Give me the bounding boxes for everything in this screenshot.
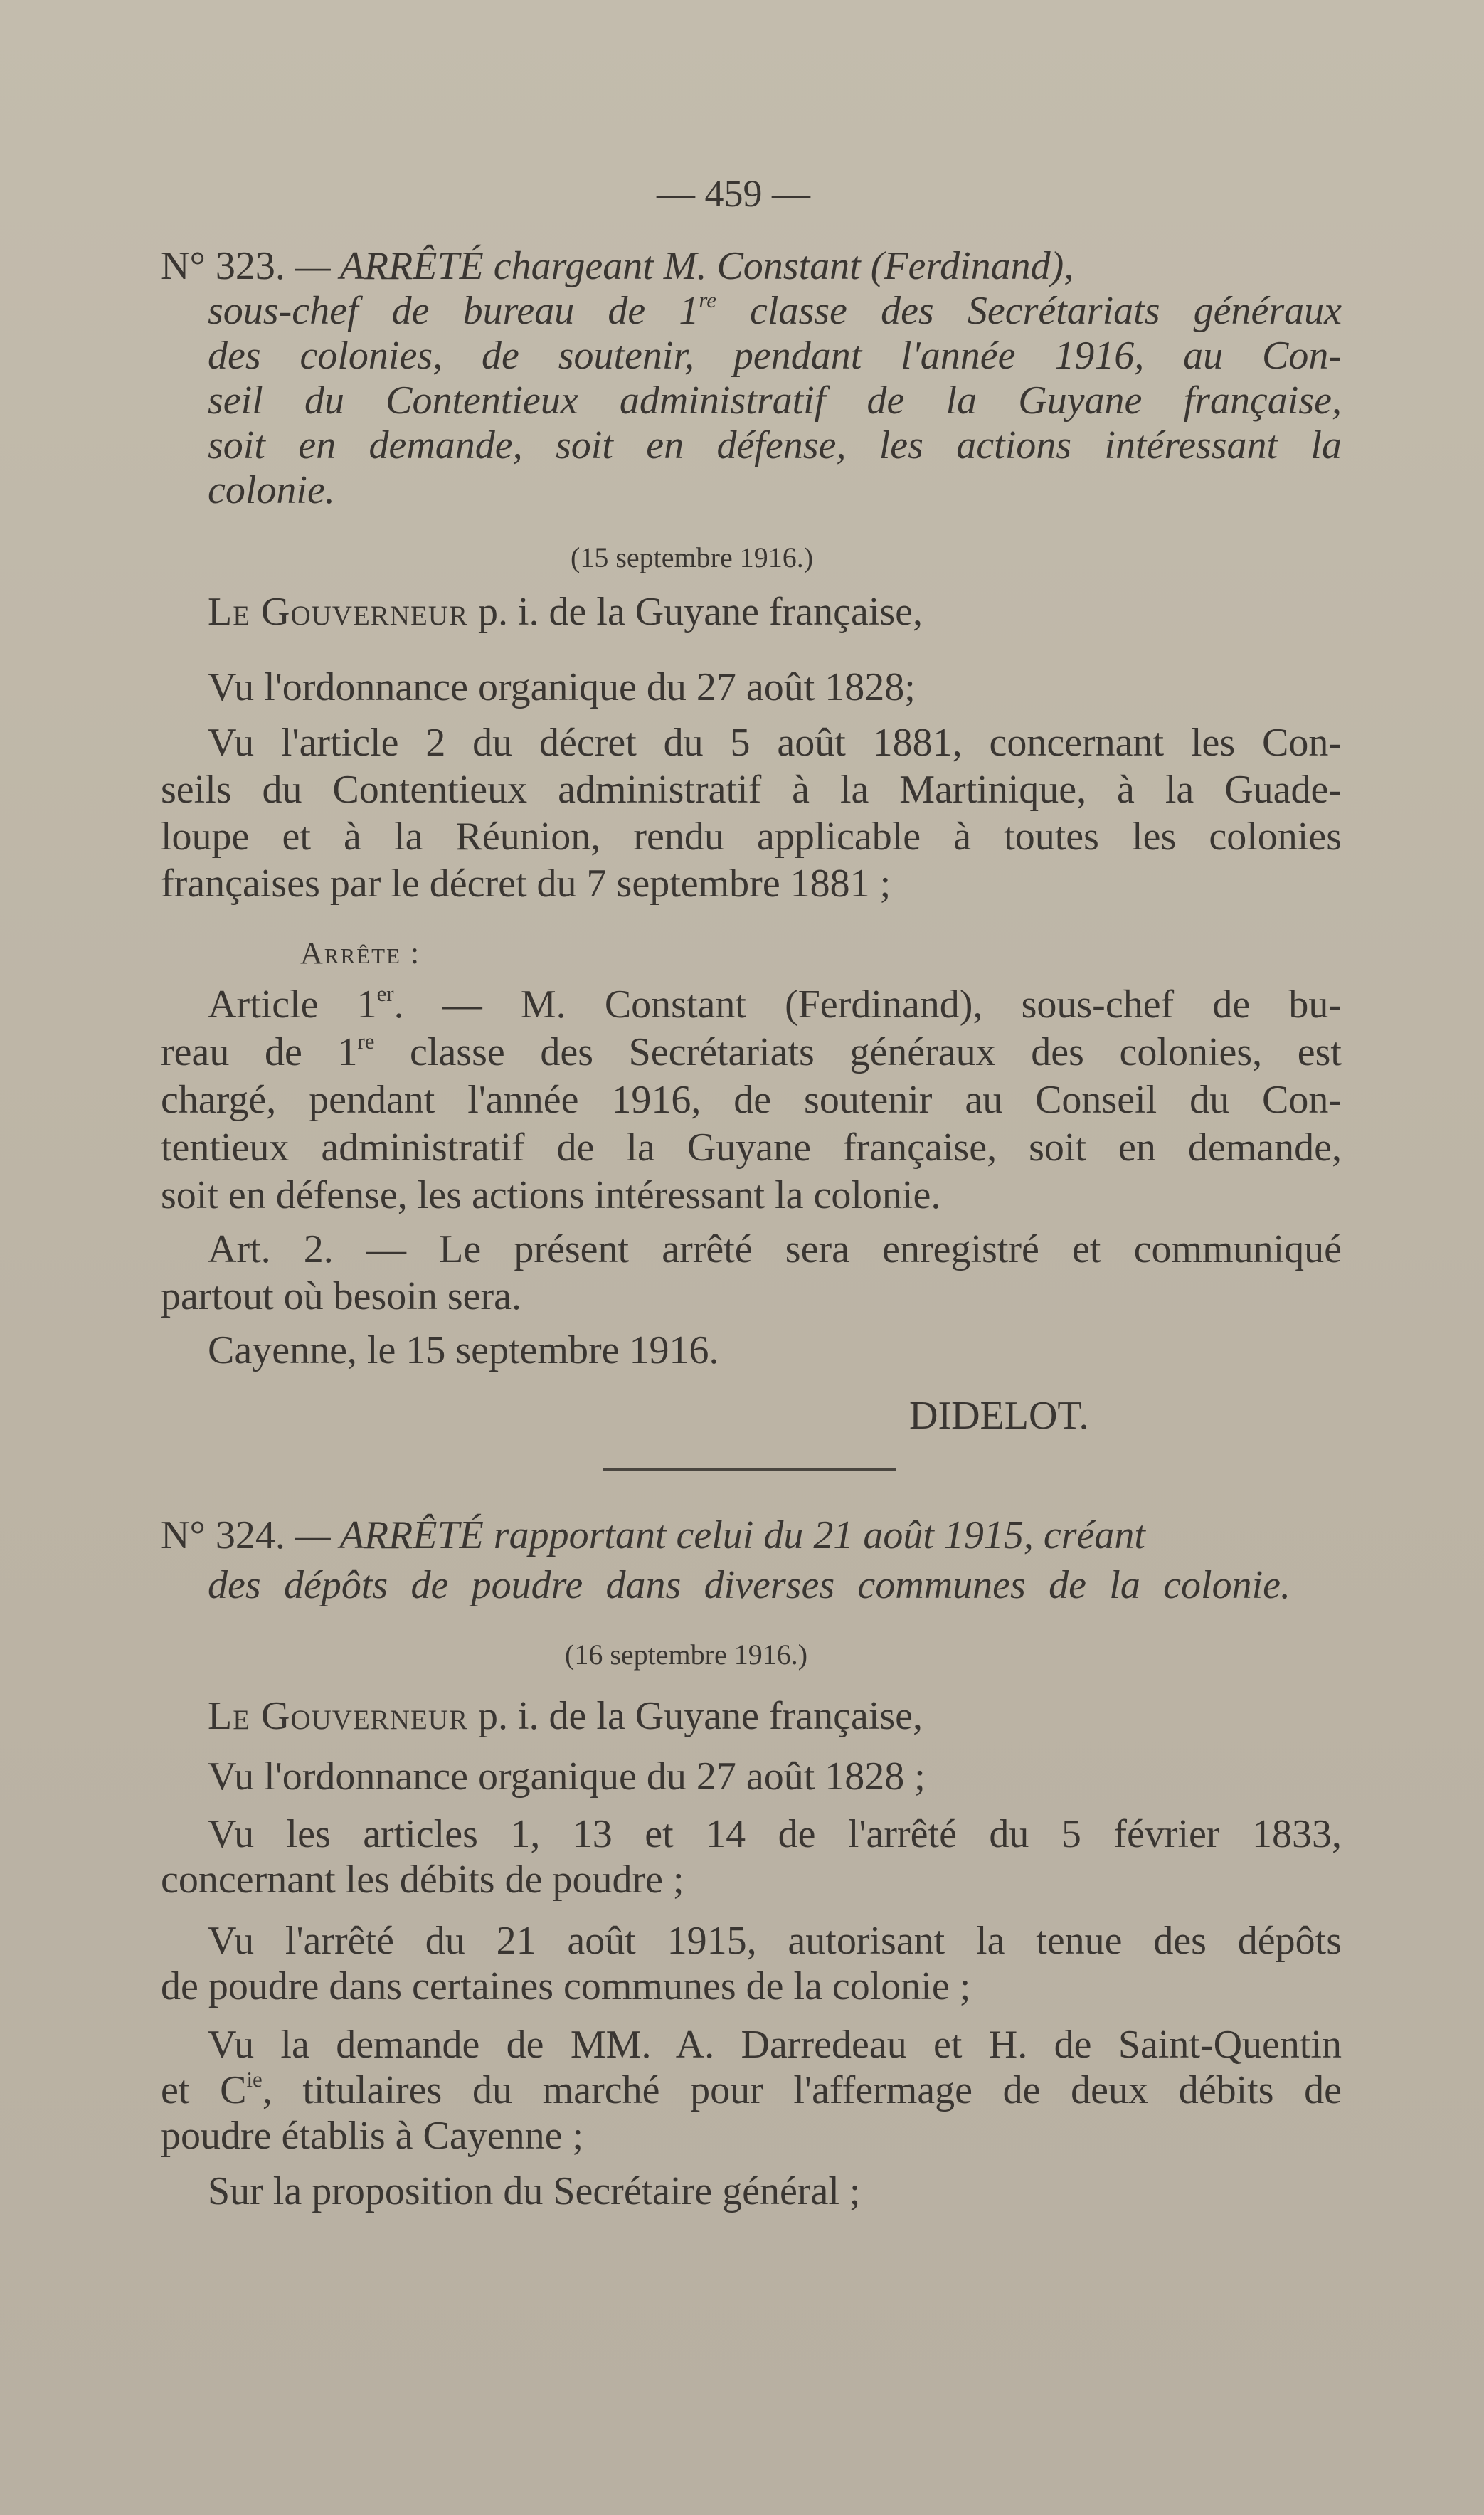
section-divider xyxy=(603,1468,896,1471)
decree-324-number: N° 324. xyxy=(161,1513,285,1557)
decree-323-consideration-2-line-1: Vu l'article 2 du décret du 5 août 1881, concernant les Con- xyxy=(208,721,1342,765)
decree-324-date: (16 septembre 1916.) xyxy=(565,1638,808,1671)
decree-324-consideration-4-line-3: poudre établis à Cayenne ; xyxy=(161,2114,584,2158)
decree-323-consideration-2-line-3: loupe et à la Réunion, rendu applicable à toutes les colonies xyxy=(161,815,1342,859)
decree-323-date: (15 septembre 1916.) xyxy=(571,541,814,573)
decree-324-authority xyxy=(208,1693,923,1739)
decree-323-title-line-4: seil du Contentieux administratif de la Guyane française, xyxy=(208,378,1342,423)
decree-323-article-1-line-2: reau de 1re classe des Secrétariats généraux des colonies, est xyxy=(161,1029,1342,1074)
decree-324-consideration-2-line-2: concernant les débits de poudre ; xyxy=(161,1858,684,1902)
decree-324-authority-rest: p. i. de la Guyane française, xyxy=(467,1694,923,1738)
decree-324-consideration-3-line-2: de poudre dans certaines communes de la colonie ; xyxy=(161,1964,971,2008)
decree-323-title-line-6: colonie. xyxy=(208,468,335,512)
decree-323-title-line-3: des colonies, de soutenir, pendant l'année 1916, au Con- xyxy=(208,334,1342,378)
decree-323-title-line-5: soit en demande, soit en défense, les actions intéressant la xyxy=(208,423,1342,467)
decree-323-authority-rest: p. i. de la Guyane française, xyxy=(467,590,923,634)
decree-323-consideration-1: Vu l'ordonnance organique du 27 août 1828; xyxy=(208,665,916,709)
decree-323-place-date: Cayenne, le 15 septembre 1916. xyxy=(208,1328,719,1372)
decree-324-title-line-1: — ARRÊTÉ rapportant celui du 21 août 1915, créant xyxy=(285,1513,1145,1557)
decree-324-heading xyxy=(161,1513,1342,1558)
decree-323-consideration-2-line-2: seils du Contentieux administratif à la Martinique, à la Guade- xyxy=(161,768,1342,812)
decree-323-article-1-line-1: Article 1er. — M. Constant (Ferdinand), sous-chef de bu- xyxy=(208,982,1342,1027)
decree-323-article-1-line-4: tentieux administratif de la Guyane française, soit en demande, xyxy=(161,1126,1342,1170)
decree-324-title-line-2: des dépôts de poudre dans diverses communes de la colonie. xyxy=(208,1563,1290,1607)
decree-323-article-2-line-1: Art. 2. — Le présent arrêté sera enregistré et communiqué xyxy=(208,1227,1342,1271)
decree-324-consideration-4-line-2: et $C^{ie}$, titulaires du marché pour l'affermage de deux débits de xyxy=(161,2067,1342,2112)
decree-324-consideration-4-line-1: Vu la demande de MM. A. Darredeau et H. de Saint-Quentin xyxy=(208,2023,1342,2067)
decree-323-authority-caps: Le Gouverneur xyxy=(208,590,468,634)
decree-324-authority-caps: Le Gouverneur xyxy=(208,1694,468,1738)
decree-323-signature: DIDELOT. xyxy=(909,1394,1089,1438)
decree-323-article-2-line-2: partout où besoin sera. xyxy=(161,1274,521,1318)
decree-324-consideration-2-line-1: Vu les articles 1, 13 et 14 de l'arrêté du 5 février 1833, xyxy=(208,1812,1342,1856)
decree-323-authority xyxy=(208,589,923,635)
decree-323-arrete-label: Arrête : xyxy=(300,936,421,970)
page-number: — 459 — xyxy=(657,172,810,215)
decree-324-consideration-5: Sur la proposition du Secrétaire général ; xyxy=(208,2169,861,2213)
decree-323-title-line-1: — ARRÊTÉ chargeant M. Constant (Ferdinand), xyxy=(285,244,1074,288)
decree-323-number: N° 323. xyxy=(161,244,285,288)
decree-323-article-1-line-5: soit en défense, les actions intéressant la colonie. xyxy=(161,1173,941,1217)
decree-323-consideration-2-line-4: françaises par le décret du 7 septembre 1881 ; xyxy=(161,862,891,906)
decree-323-article-1-line-3: chargé, pendant l'année 1916, de soutenir au Conseil du Con- xyxy=(161,1078,1342,1122)
decree-324-consideration-3-line-1: Vu l'arrêté du 21 août 1915, autorisant la tenue des dépôts xyxy=(208,1919,1342,1963)
decree-323-heading xyxy=(161,243,1342,289)
decree-324-consideration-1: Vu l'ordonnance organique du 27 août 1828 ; xyxy=(208,1754,926,1799)
decree-323-title-line-2: sous-chef de bureau de 1re classe des Secrétariats généraux xyxy=(208,288,1342,333)
